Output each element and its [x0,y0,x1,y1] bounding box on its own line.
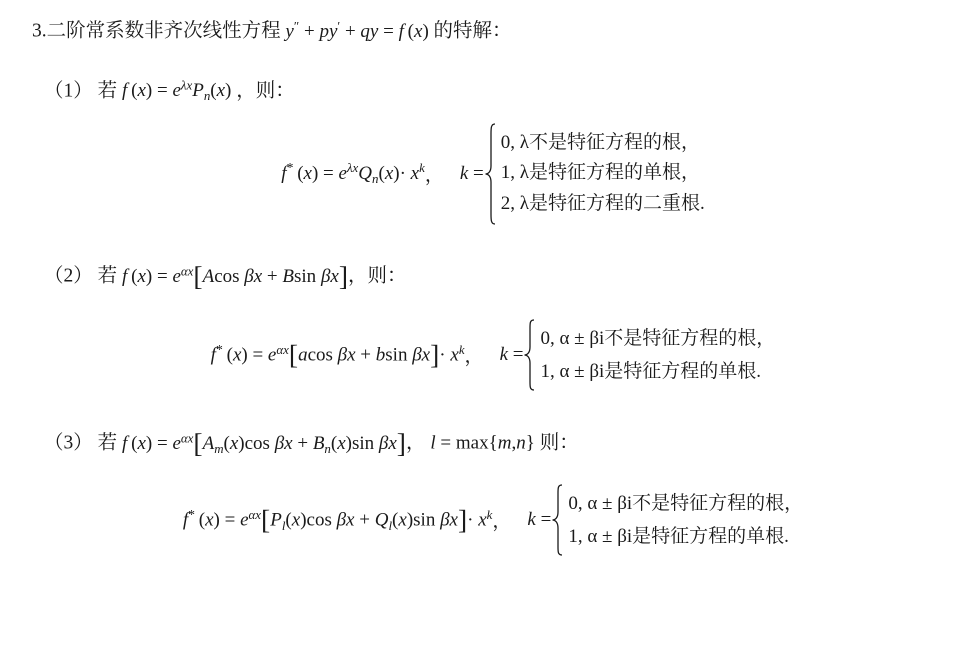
item-cond-word: 若 [97,432,118,454]
item-condition: f $(x) = e^{\lambda x}P_n(x)$ [122,77,232,104]
formula-block [30,122,956,226]
cases-group [484,122,705,226]
item-comma: ， [236,80,256,102]
page-title [32,18,956,44]
case-line: 0, λ不是特征方程的根， [500,131,700,153]
item-condition: f $(x) = e^{\alpha x}[A_m(x)\cos$ $\beta x + B_n(x)\sin$ βx] [122,426,406,458]
cases-lines [565,487,803,554]
list-item [44,426,956,459]
case-line: 1, α ± βi是特征方程的单根. [568,525,789,547]
formula-block [30,483,956,557]
heading-number: 3. [32,20,47,42]
heading-equation: y″ + py′ + qy = f (x) [285,18,434,42]
left-brace-icon [484,122,498,226]
cases-lines [498,128,705,220]
formula-lhs: f* $(x) = e^{\lambda x}Q_n(x)\cdot x^k$ [281,160,425,187]
formula-comma: ， [424,165,444,187]
k-label: k = [527,508,552,530]
formula-lhs: f* $(x) = e^{\alpha x}[acos$ βx + bsin $\beta x]\cdot x^k$ [210,338,465,370]
item-comma: ， [348,265,368,287]
case-line: 0, α ± βi不是特征方程的根， [540,327,776,349]
item-then-word: 则： [255,80,295,102]
item-comma: ， [405,432,426,454]
heading-tail: 的特解： [433,20,512,42]
list-item [44,78,956,104]
left-brace-icon [551,483,565,557]
item-label: （1） [44,80,93,102]
list-item [44,259,956,292]
item-label: （2） [44,265,93,287]
heading-text: 二阶常系数非齐次线性方程 [46,20,281,42]
k-label: k = [459,162,484,184]
formula-comma: ， [492,511,512,533]
formula-lhs: f* $(x) = e^{\alpha x}[P_l(x)\cos$ $\beta x + Q_l(x)\sin$ $\beta x]\cdot x^k$ [182,503,493,535]
cases-group [523,318,775,392]
item-then-word: 则： [367,265,407,287]
case-line: 2, λ是特征方程的二重根. [500,193,705,215]
case-line: 1, α ± βi是特征方程的单根. [540,360,762,382]
item-label: （3） [44,432,93,454]
item-then-word: 则： [539,432,579,454]
item-extra: l = max{m,n} [430,432,535,454]
item-cond-word: 若 [97,265,118,287]
case-line: 1, λ是特征方程的单根， [500,162,700,184]
formula-block [30,318,956,392]
cases-group [551,483,803,557]
cases-lines [537,322,775,389]
k-label: k = [499,343,524,365]
item-condition: f $(x) = e^{\alpha x}[Acos$ βx + Bsin βx] [122,259,349,291]
left-brace-icon [523,318,537,392]
formula-comma: ， [464,346,484,368]
item-cond-word: 若 [97,80,118,102]
case-line: 0, α ± βi不是特征方程的根， [568,492,804,514]
